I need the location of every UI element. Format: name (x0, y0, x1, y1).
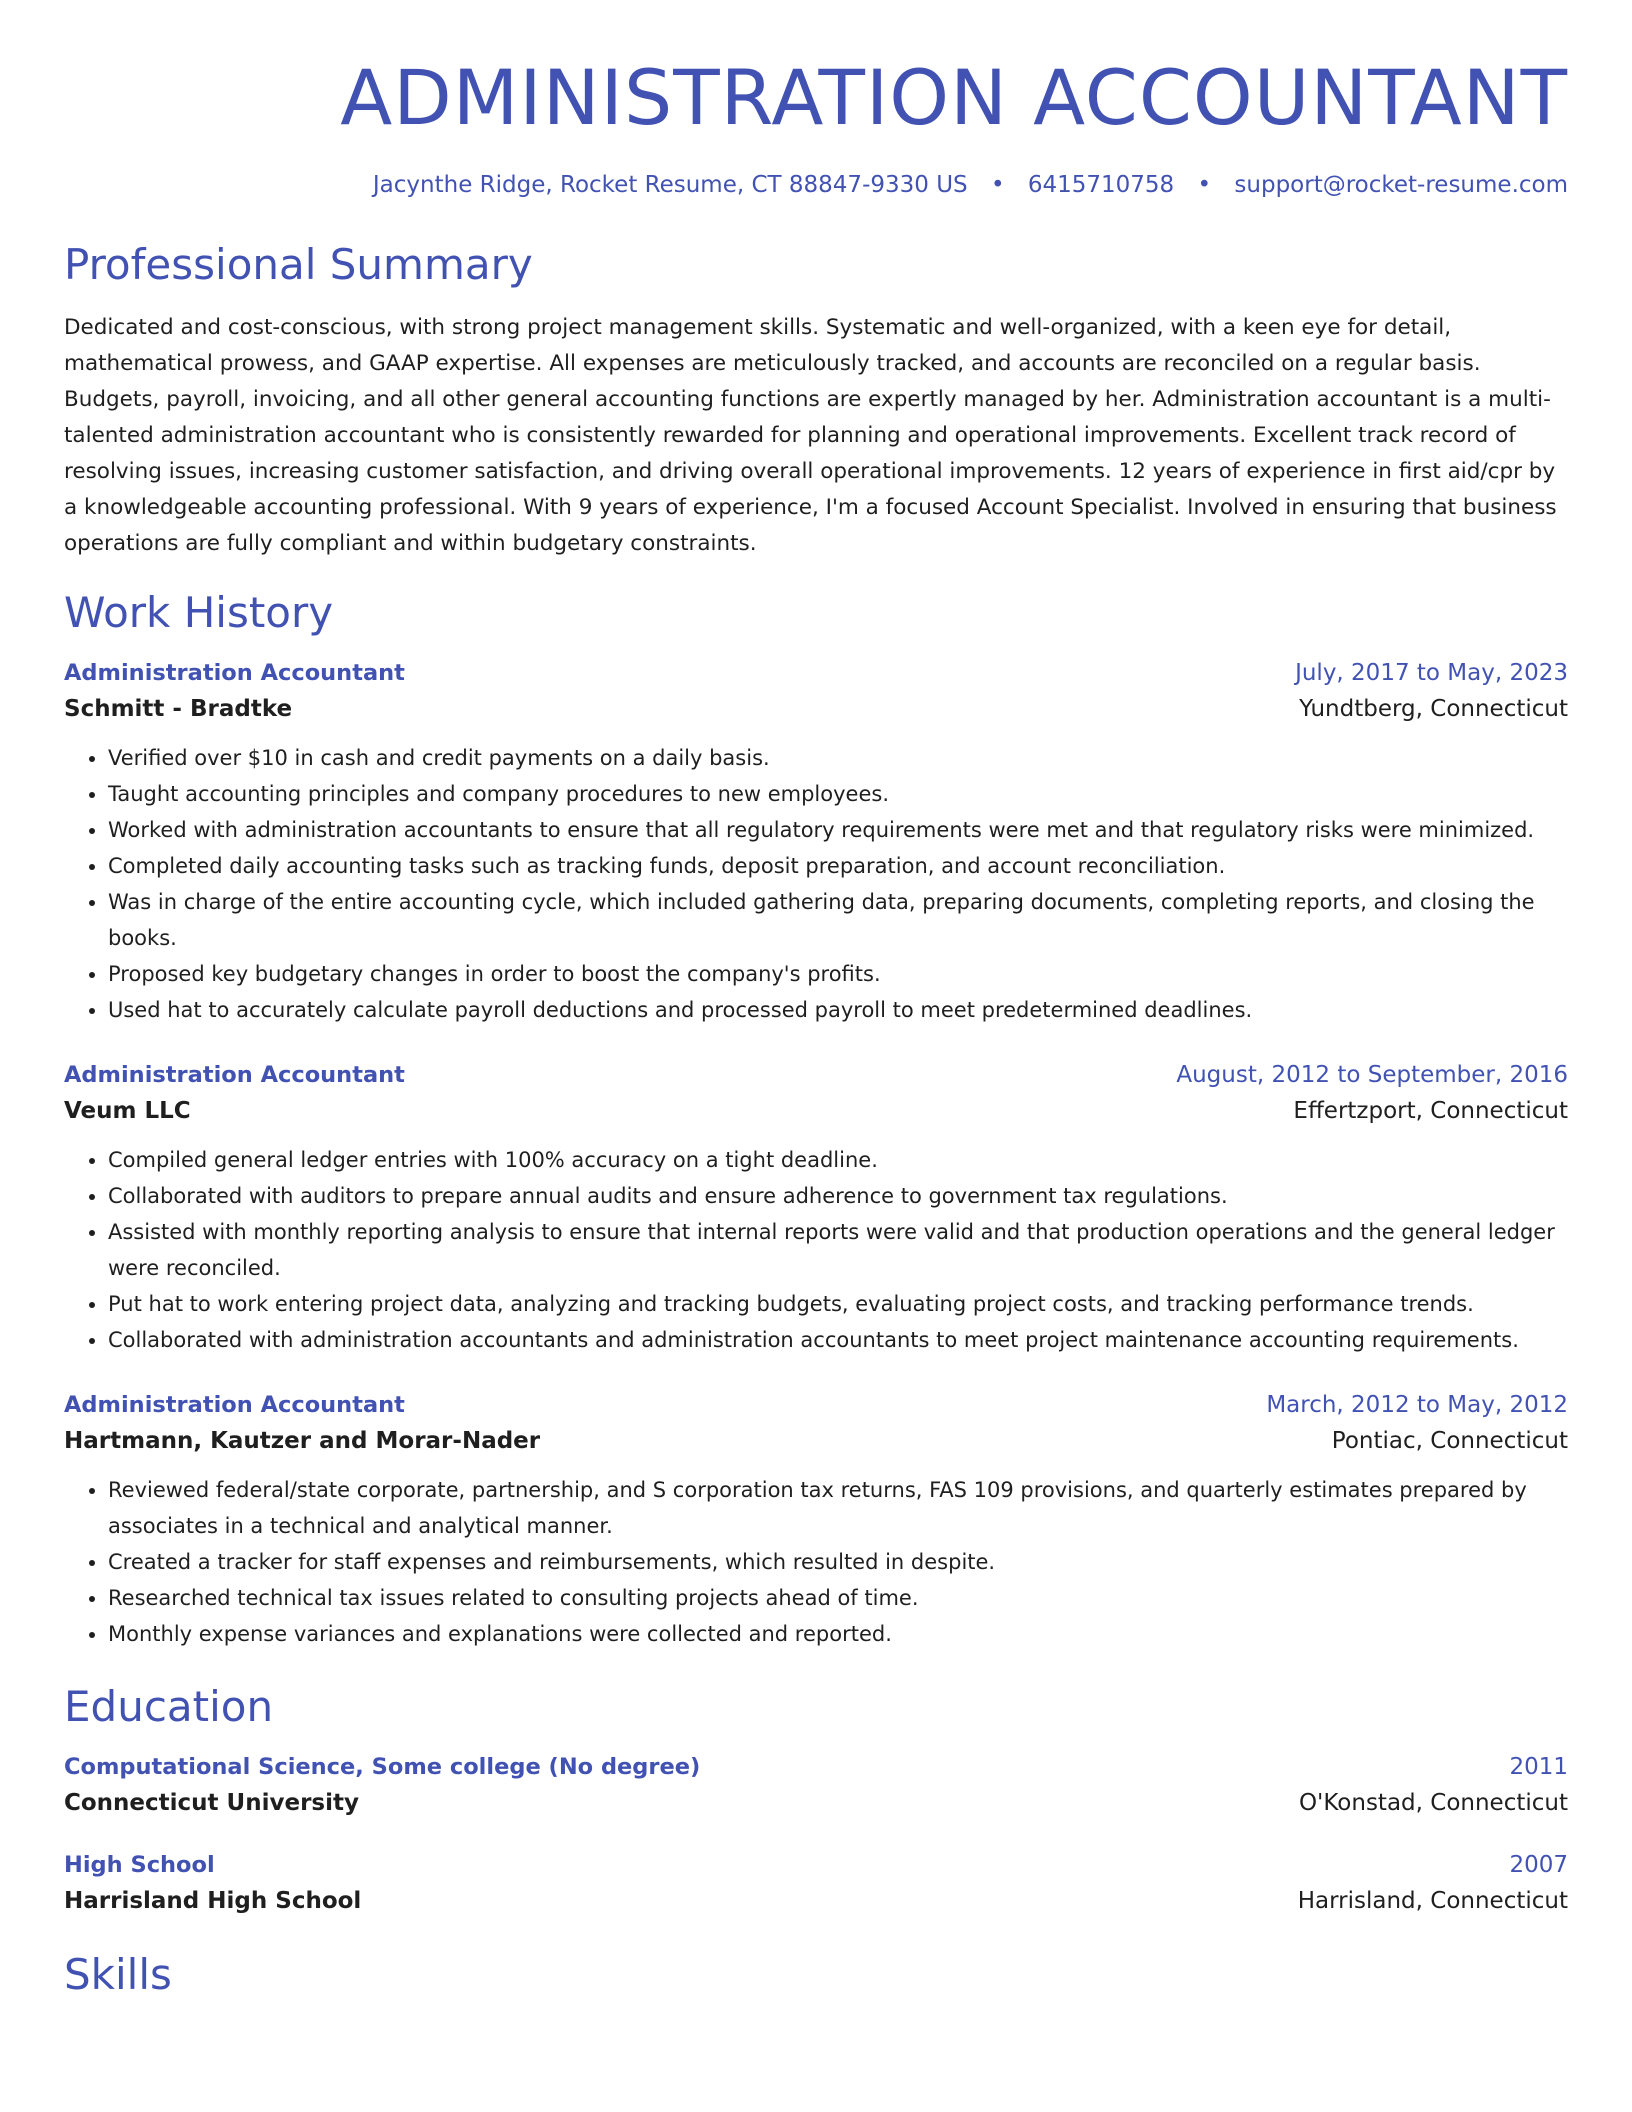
skills-heading: Skills (64, 1950, 172, 1999)
education-year: 2011 (1509, 1754, 1568, 1780)
job-location: Pontiac, Connecticut (1331, 1428, 1568, 1454)
education-location: Harrisland, Connecticut (1297, 1888, 1568, 1914)
job-company: Schmitt - Bradtke (64, 696, 293, 722)
job-bullets (64, 1142, 1568, 1358)
contact-email: support@rocket-resume.com (1234, 172, 1568, 198)
work-history-heading: Work History (64, 588, 334, 637)
job-bullet: • Monthly expense variances and explanations were collected and reported. (108, 1616, 1568, 1652)
job-bullet: • Reviewed federal/state corporate, partnership, and S corporation tax returns, FAS 109 provisions, and quarterly estimates prepared by associates in a technical and analytical manner. (108, 1472, 1568, 1544)
job-bullet: • Assisted with monthly reporting analysis to ensure that internal reports were valid and that production operations and the general ledger were reconciled. (108, 1214, 1568, 1286)
job-entry (64, 656, 1568, 1028)
job-dates: March, 2012 to May, 2012 (1266, 1392, 1568, 1418)
job-bullet: • Researched technical tax issues related to consulting projects ahead of time. (108, 1580, 1568, 1616)
job-bullet: • Used hat to accurately calculate payroll deductions and processed payroll to meet predetermined deadlines. (108, 992, 1568, 1028)
job-bullet: • Proposed key budgetary changes in order to boost the company's profits. (108, 956, 1568, 992)
job-header-row (64, 1388, 1568, 1422)
job-company: Hartmann, Kautzer and Morar-Nader (64, 1428, 541, 1454)
job-bullets (64, 740, 1568, 1028)
job-entry (64, 1388, 1568, 1652)
job-location: Effertzport, Connecticut (1293, 1098, 1568, 1124)
education-degree: Computational Science, Some college (No degree) (64, 1754, 701, 1780)
education-entry (64, 1848, 1568, 1920)
job-role: Administration Accountant (64, 1392, 405, 1418)
job-bullet: • Compiled general ledger entries with 100% accuracy on a tight deadline. (108, 1142, 1568, 1178)
education-header-row (64, 1750, 1568, 1784)
education-school: Harrisland High School (64, 1888, 362, 1914)
job-bullet: • Collaborated with auditors to prepare annual audits and ensure adherence to government tax regulations. (108, 1178, 1568, 1214)
job-header-row (64, 1058, 1568, 1092)
contact-separator: • (1197, 172, 1212, 198)
job-bullet: • Completed daily accounting tasks such as tracking funds, deposit preparation, and account reconciliation. (108, 848, 1568, 884)
contact-phone: 6415710758 (1027, 172, 1175, 198)
job-company: Veum LLC (64, 1098, 191, 1124)
summary-heading: Professional Summary (64, 240, 533, 289)
summary-text: Dedicated and cost-conscious, with strong project management skills. Systematic and well-organized, with a keen eye for detail, mathematical prowess, and GAAP expertise. All expenses are meticulously tracked, and accounts are reconciled on a regular basis. Budgets, payroll, invoicing, and all other general accounting functions are expertly managed by her. Administration accountant is a multi-talented administration accountant who is consistently rewarded for planning and operational improvements. Excellent track record of resolving issues, increasing customer satisfaction, and driving overall operational improvements. 12 years of experience in first aid/cpr by a knowledgeable accounting professional. With 9 years of experience, I'm a focused Account Specialist. Involved in ensuring that business operations are fully compliant and within budgetary constraints. (64, 315, 1557, 556)
job-header-row (64, 656, 1568, 690)
contact-line (64, 170, 1568, 200)
education-school-row (64, 1882, 1568, 1920)
education-location: O'Konstad, Connecticut (1298, 1790, 1568, 1816)
job-dates: August, 2012 to September, 2016 (1176, 1062, 1568, 1088)
job-role: Administration Accountant (64, 1062, 405, 1088)
education-year: 2007 (1509, 1852, 1568, 1878)
education-heading: Education (64, 1682, 274, 1731)
job-org-row (64, 1422, 1568, 1460)
education-school-row (64, 1784, 1568, 1822)
job-org-row (64, 690, 1568, 728)
job-bullet: • Worked with administration accountants to ensure that all regulatory requirements were met and that regulatory risks were minimized. (108, 812, 1568, 848)
job-bullet: • Created a tracker for staff expenses and reimbursements, which resulted in despite. (108, 1544, 1568, 1580)
job-bullet: • Verified over $10 in cash and credit payments on a daily basis. (108, 740, 1568, 776)
education-school: Connecticut University (64, 1790, 359, 1816)
job-bullet: • Put hat to work entering project data, analyzing and tracking budgets, evaluating project costs, and tracking performance trends. (108, 1286, 1568, 1322)
education-entry (64, 1750, 1568, 1822)
contact-separator: • (990, 172, 1005, 198)
resume-title: ADMINISTRATION ACCOUNTANT (340, 53, 1568, 142)
job-entry (64, 1058, 1568, 1358)
job-role: Administration Accountant (64, 660, 405, 686)
contact-address: Jacynthe Ridge, Rocket Resume, CT 88847-9330 US (372, 172, 968, 198)
job-dates: July, 2017 to May, 2023 (1295, 660, 1568, 686)
education-degree: High School (64, 1852, 215, 1878)
job-bullets (64, 1472, 1568, 1652)
job-bullet: • Taught accounting principles and company procedures to new employees. (108, 776, 1568, 812)
education-header-row (64, 1848, 1568, 1882)
job-location: Yundtberg, Connecticut (1299, 696, 1568, 722)
job-bullet: • Collaborated with administration accountants and administration accountants to meet project maintenance accounting requirements. (108, 1322, 1568, 1358)
job-org-row (64, 1092, 1568, 1130)
job-bullet: • Was in charge of the entire accounting cycle, which included gathering data, preparing documents, completing reports, and closing the books. (108, 884, 1568, 956)
